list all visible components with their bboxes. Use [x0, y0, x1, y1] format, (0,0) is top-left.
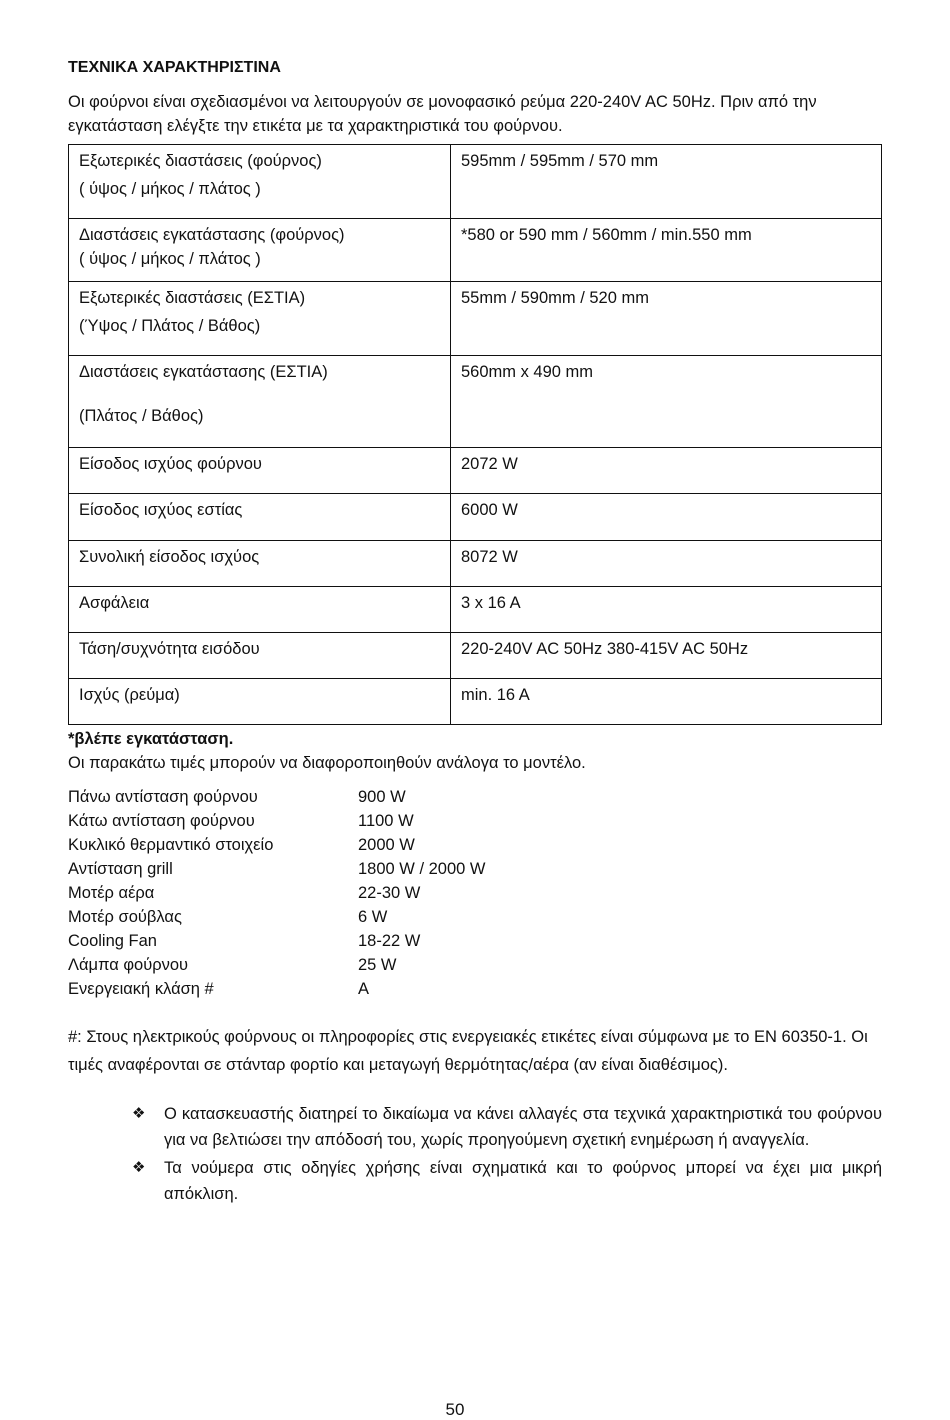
- section-heading: ΤΕΧΝΙΚΑ ΧΑΡΑΚΤΗΡΙΣΤΙΝΑ: [68, 59, 281, 76]
- table-row: [69, 448, 882, 494]
- notice-text: Τα νούμερα στις οδηγίες χρήσης είναι σχηματικά και το φούρνος μπορεί να έχει μια μικρή απόκλιση.: [164, 1159, 882, 1203]
- list-item: [68, 929, 882, 953]
- spec-label-line: Διαστάσεις εγκατάστασης (φούρνος): [79, 226, 345, 244]
- list-item: [68, 905, 882, 929]
- component-label: Πάνω αντίσταση φούρνου: [68, 788, 258, 806]
- component-value: 900 W: [358, 788, 406, 806]
- energy-label-footnote: #: Στους ηλεκτρικούς φούρνους οι πληροφορίες στις ενεργειακές ετικέτες είναι σύμφωνα με το EN 60350-1. Οι τιμές αναφέρονται σε στάνταρ φορτίο και μεταγωγή θερμότητας/αέρα (αν είναι διαθέσιμος).: [68, 1028, 868, 1074]
- spec-label: [69, 541, 451, 587]
- list-item: [68, 857, 882, 881]
- spec-label-line: Είσοδος ισχύος εστίας: [79, 501, 243, 519]
- spec-label: [69, 448, 451, 494]
- component-label: Cooling Fan: [68, 932, 157, 950]
- spec-value: 55mm / 590mm / 520 mm: [451, 282, 882, 356]
- component-value: 2000 W: [358, 836, 415, 854]
- component-label: Κάτω αντίσταση φούρνου: [68, 812, 255, 830]
- spec-label-line: Εξωτερικές διαστάσεις (φούρνος): [79, 152, 322, 170]
- spec-value: 6000 W: [451, 494, 882, 541]
- diamond-bullet-icon: ❖: [132, 1159, 146, 1176]
- spec-label: [69, 633, 451, 679]
- spec-value: min. 16 A: [451, 679, 882, 725]
- component-label: Ενεργειακή κλάση #: [68, 980, 214, 998]
- see-installation-note: *βλέπε εγκατάσταση.: [68, 730, 234, 748]
- component-value: 25 W: [358, 956, 397, 974]
- list-item: [68, 953, 882, 977]
- component-value: A: [358, 980, 370, 998]
- spec-label-line: Τάση/συχνότητα εισόδου: [79, 640, 260, 658]
- component-value: 6 W: [358, 908, 388, 926]
- component-label: Μοτέρ αέρα: [68, 884, 155, 902]
- values-note: Οι παρακάτω τιμές μπορούν να διαφοροποιηθούν ανάλογα το μοντέλο.: [68, 754, 586, 772]
- page-number: 50: [445, 1400, 465, 1419]
- list-item: [68, 881, 882, 905]
- document-page: [68, 56, 882, 1209]
- table-row: [69, 633, 882, 679]
- spec-label-line: (Πλάτος / Βάθος): [79, 407, 204, 425]
- notice-text: Ο κατασκευαστής διατηρεί το δικαίωμα να κάνει αλλαγές στα τεχνικά χαρακτηριστικά του φούρνου για να βελτιώσει την απόδοσή του, χωρίς προηγούμενη σχετική ενημέρωση ή αναγγελία.: [164, 1105, 882, 1149]
- component-power-list: [68, 785, 882, 1001]
- list-item: [68, 977, 882, 1001]
- intro-paragraph: Οι φούρνοι είναι σχεδιασμένοι να λειτουργούν σε μονοφασικό ρεύμα 220-240V AC 50Hz. Πριν από την εγκατάσταση ελέγξτε την ετικέτα με τα χαρακτηριστικά του φούρνου.: [68, 93, 817, 135]
- spec-value: 560mm x 490 mm: [451, 356, 882, 448]
- spec-value: 595mm / 595mm / 570 mm: [451, 145, 882, 219]
- notice-list: [132, 1101, 882, 1207]
- list-item: [68, 833, 882, 857]
- spec-label-line: Εξωτερικές διαστάσεις (ΕΣΤΙΑ): [79, 289, 306, 307]
- spec-label-line: Διαστάσεις εγκατάστασης (ΕΣΤΙΑ): [79, 363, 328, 381]
- spec-label: [69, 587, 451, 633]
- spec-label: [69, 356, 451, 448]
- spec-label: [69, 679, 451, 725]
- spec-label: [69, 145, 451, 219]
- spec-table: [68, 144, 882, 725]
- component-label: Κυκλικό θερμαντικό στοιχείο: [68, 836, 274, 854]
- diamond-bullet-icon: ❖: [132, 1105, 146, 1122]
- table-row: [69, 541, 882, 587]
- spec-label-line: Είσοδος ισχύος φούρνου: [79, 455, 262, 473]
- spec-value: 8072 W: [451, 541, 882, 587]
- component-value: 1800 W / 2000 W: [358, 860, 486, 878]
- spec-value: *580 or 590 mm / 560mm / min.550 mm: [451, 219, 882, 282]
- table-row: [69, 494, 882, 541]
- list-item: [68, 785, 882, 809]
- spec-value: 3 x 16 A: [451, 587, 882, 633]
- spec-label: [69, 494, 451, 541]
- spec-label-line: Συνολική είσοδος ισχύος: [79, 548, 260, 566]
- list-item: [68, 809, 882, 833]
- table-row: [69, 219, 882, 282]
- spec-label-line: Ισχύς (ρεύμα): [79, 686, 180, 704]
- component-label: Λάμπα φούρνου: [68, 956, 189, 974]
- component-value: 22-30 W: [358, 884, 421, 902]
- spec-label-line: ( ύψος / μήκος / πλάτος ): [79, 250, 261, 268]
- component-value: 18-22 W: [358, 932, 421, 950]
- table-row: [69, 587, 882, 633]
- table-row: [69, 145, 882, 219]
- spec-value: 2072 W: [451, 448, 882, 494]
- spec-label: [69, 282, 451, 356]
- spec-label-line: ( ύψος / μήκος / πλάτος ): [79, 180, 261, 198]
- component-label: Μοτέρ σούβλας: [68, 908, 182, 926]
- spec-label: [69, 219, 451, 282]
- list-item: [132, 1155, 882, 1207]
- table-row: [69, 282, 882, 356]
- table-row: [69, 356, 882, 448]
- component-label: Αντίσταση grill: [68, 860, 173, 878]
- component-value: 1100 W: [358, 812, 414, 830]
- list-item: [132, 1101, 882, 1153]
- table-row: [69, 679, 882, 725]
- spec-label-line: (Ύψος / Πλάτος / Βάθος): [79, 317, 261, 335]
- spec-label-line: Ασφάλεια: [79, 594, 150, 612]
- spec-value: 220-240V AC 50Hz 380-415V AC 50Hz: [451, 633, 882, 679]
